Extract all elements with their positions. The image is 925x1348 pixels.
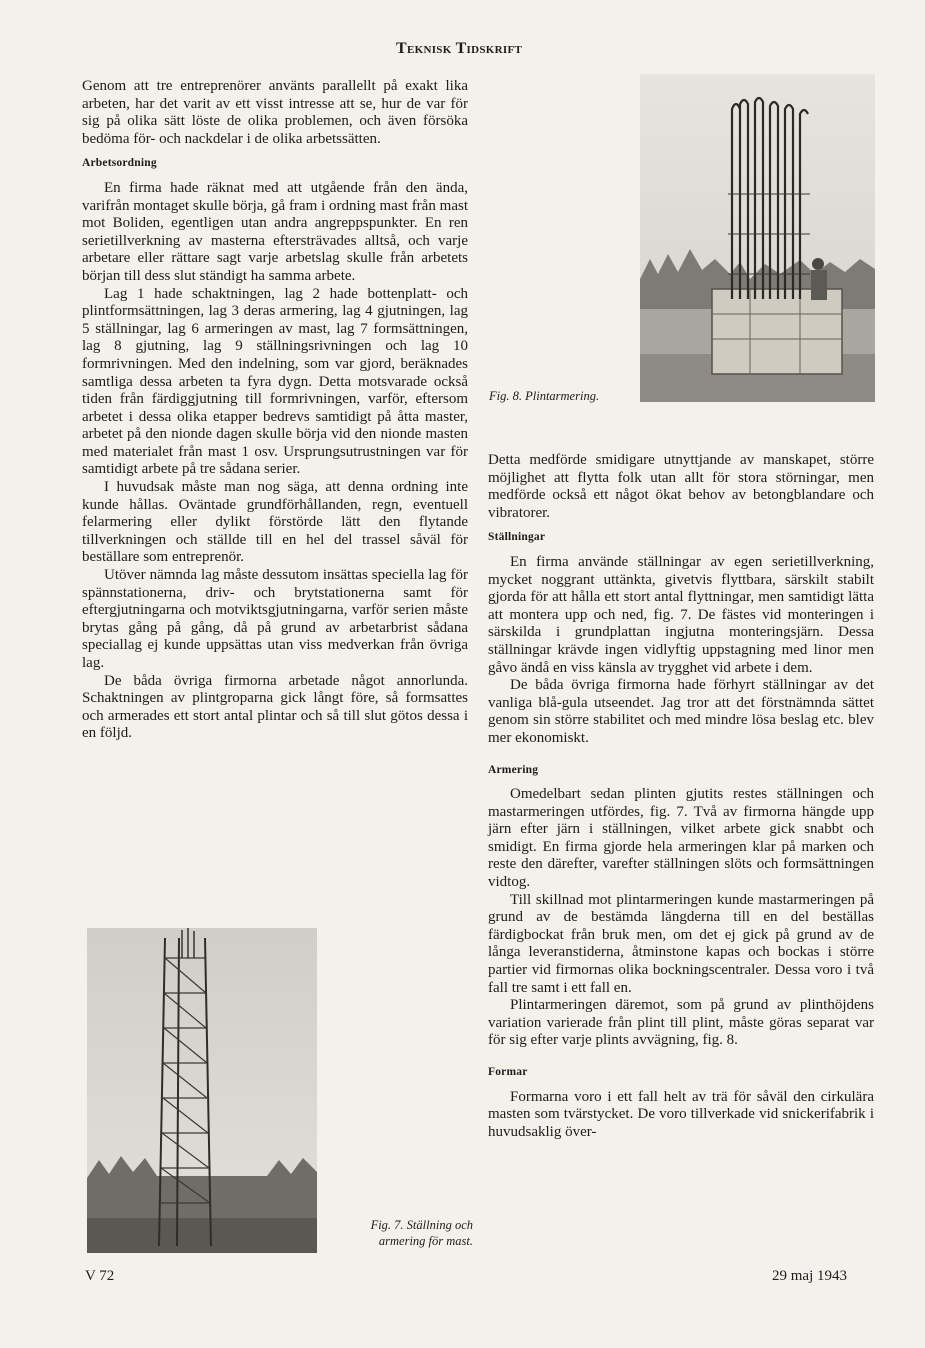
paragraph: Utöver nämnda lag måste dessutom insättas speciella lag för spännstationerna, driv- och brytstationerna samt för eftergjutningarna och motviktsgjutningarna, varför serien måste brytas gång på gång, då på grund av arbetarbrist sådana speciallag ej kunde uppsättas utan viss medverkan från övriga lag. [82,567,468,671]
paragraph: Formarna voro i ett fall helt av trä för såväl den cirkulära masten som tvärstycket. De voro tillverkade vid snickerifabrik i huvudsaklig över- [488,1088,874,1140]
paragraph: Till skillnad mot plintarmeringen kunde mastarmeringen på grund av de bestämda längderna till en del beställas färdigbockat från bruk men, om det ej gick på grund av de långa leveranstiderna, åtminstone kapas och bockas i större partier vid firmornas olika bockningscentraler. Dessa voro i två fall tre samt i ett fall en. [488,891,874,996]
heading-stallningar: Ställningar [488,531,546,544]
intro-paragraph: Genom att tre entreprenörer använts parallellt på exakt lika arbeten, har det varit av ett visst intresse att se, hur de var för sig på olika sätt löste de olika problemen, och även försöka bedöma för- och nackdelar i de olika arbetssätten. [82,78,468,147]
paragraph: De båda övriga firmorna hade förhyrt ställningar av det vanliga blå-gula utseendet. Jag tror att det förstnämnda sättet genom sin större stabilitet och med mindre lösa beslag etc. blev mer ekonomiskt. [488,677,874,746]
fig8-photo [640,74,875,402]
right-column [488,452,874,1141]
left-column [82,78,468,743]
fig8-caption: Fig. 8. Plintarmering. [489,389,600,403]
issue-date: 29 maj 1943 [772,1268,847,1284]
fig7-photo [87,928,317,1253]
heading-formar: Formar [488,1066,528,1078]
heading-arbetsordning: Arbetsordning [82,157,157,170]
fig7-caption: Fig. 7. Ställning och armering för mast. [370,1218,473,1248]
heading-armering: Armering [488,763,539,776]
paragraph: En firma använde ställningar av egen serietillverkning, mycket noggrant uttänkta, givetvis flyttbara, särskilt stabilt gjorda för att hålla ett stort antal flyttningar, men samtidigt lätta att montera upp och ned, fig. 7. De fästes vid monteringen i särskilda i grundplattan ingjutna monteringsjärn. Dessa ställningar krävde ingen vidlyftig uppstagning med linor men gåvo ändå en viss känsla av trygghet vid arbete i dem. [488,553,874,676]
page-number: V 72 [85,1268,115,1284]
paragraph: En firma hade räknat med att utgående från den ända, varifrån montaget skulle börja, gå fram i ordning mast från mast mot Boliden, egentligen utan andra angreppspunkter. En ren serietillverkning av masterna eftersträvades alltså, och varje arbetare eller rättare sagt varje arbetslag skulle från arbetets början till dess slut ständigt ha samma arbete. [82,179,468,284]
paragraph: Omedelbart sedan plinten gjutits restes ställningen och mastarmeringen utfördes, fig. 7. Två av firmorna hängde upp järn efter järn i ställningen, vilket arbete gick snabbt och smidigt. En firma gjorde hela armeringen klar på marken och reste den därefter, varefter ställningen slöts och formsättningen vidtog. [488,786,874,891]
paragraph: De båda övriga firmorna arbetade något annorlunda. Schaktningen av plintgroparna gick långt före, så formsattes och armerades ett stort antal plintar och så till slut götos dessa i en följd. [82,672,468,742]
paragraph: I huvudsak måste man nog säga, att denna ordning inte kunde hållas. Oväntade grundförhållanden, regn, eventuell felarmering eller dylikt förstörde lätt den flytande tillverkningen och ställde till en hel del trassel såväl för beställare som entreprenör. [82,479,468,566]
paragraph: Plintarmeringen däremot, som på grund av plinthöjdens variation varierade från plint till plint, måste göras separat var för sig efter varje plints avvägning, fig. 8. [488,997,874,1049]
paragraph: Detta medförde smidigare utnyttjande av manskapet, större möjlighet att flytta folk utan allt för stora störningar, men medförde också ett något ökat behov av betongblandare och vibratorer. [488,452,874,521]
paragraph: Lag 1 hade schaktningen, lag 2 hade bottenplatt- och plintformsättningen, lag 3 deras armering, lag 4 gjutningen, lag 5 ställningar, lag 6 armeringen av mast, lag 7 formsättningen, lag 8 gjutning, lag 9 ställningsrivningen och lag 10 formrivningen. Med den indelning, som var gjord, beräknades samtliga dessa arbeten ta fyra dygn. Detta motsvarade också tiden från färdiggjutning till formrivningen, varför, eftersom arbetet i dessa olika etapper bedrevs samtidigt på åtta master, arbetet på den nionde dagen skulle börja vid den nionde masten med materialet från mast 1 osv. Ursprungsutrustningen var för samtidigt arbete på tre sådana serier. [82,285,468,478]
journal-title: Teknisk Tidskrift [396,40,523,57]
